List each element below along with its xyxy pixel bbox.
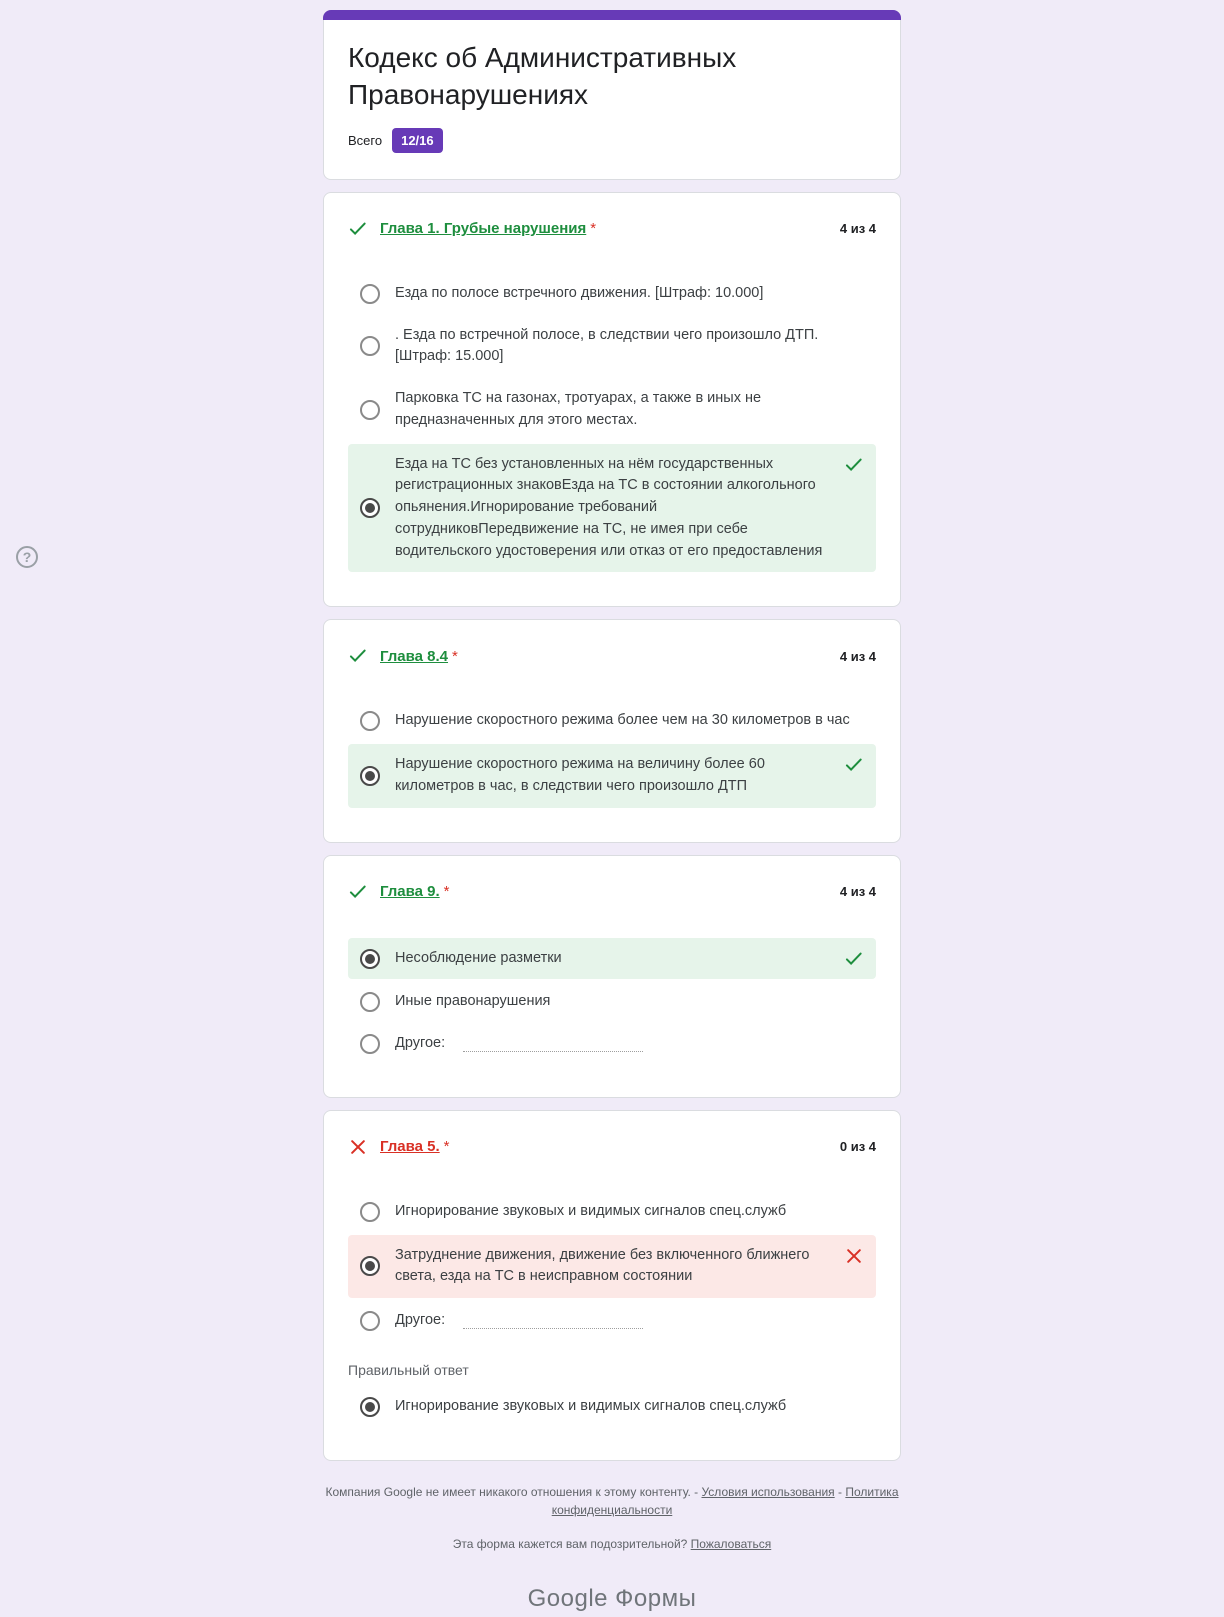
report-abuse-link[interactable]: Пожаловаться — [690, 1536, 772, 1551]
option-label: Езда по полосе встречного движения. [Штраф: 10.000] — [395, 284, 764, 301]
option-label: Игнорирование звуковых и видимых сигналов спец.служб — [395, 1202, 787, 1219]
question-card-2 — [323, 619, 901, 842]
report-row — [323, 1535, 901, 1553]
radio-selected[interactable] — [360, 1256, 380, 1276]
question-title-link[interactable]: Глава 8.4 — [380, 647, 449, 665]
option-label: Несоблюдение разметки — [395, 949, 562, 966]
option-label: Иные правонарушения — [395, 993, 551, 1010]
correct-answer-option — [348, 1388, 876, 1426]
answer-option[interactable] — [348, 702, 876, 740]
radio-unselected[interactable] — [360, 1202, 380, 1222]
other-text-input[interactable] — [463, 1313, 643, 1329]
total-score-label: Всего — [348, 132, 383, 148]
required-asterisk: * — [452, 647, 458, 665]
answer-option[interactable] — [348, 317, 876, 377]
option-label: Парковка ТС на газонах, тротуарах, а также в иных не предназначенных для этого местах. — [395, 390, 762, 428]
question-card-3 — [323, 855, 901, 1098]
privacy-policy-link[interactable]: Политика конфиденциальности — [551, 1484, 899, 1517]
question-card-1 — [323, 192, 901, 608]
help-icon[interactable]: ? — [16, 546, 38, 568]
wrong-x-icon — [844, 1246, 864, 1266]
option-label: Затруднение движения, движение без включенного ближнего света, езда на ТС в неисправном состоянии — [395, 1246, 810, 1285]
answer-option-selected-correct[interactable] — [348, 938, 876, 980]
required-asterisk: * — [443, 883, 450, 901]
separator: - — [834, 1484, 846, 1499]
radio-selected[interactable] — [360, 498, 380, 518]
radio-selected[interactable] — [360, 949, 380, 969]
required-asterisk: * — [590, 220, 597, 238]
theme-accent-bar — [323, 10, 901, 20]
option-label: Другое: — [395, 1312, 446, 1329]
correct-check-icon — [844, 455, 864, 475]
total-score-badge: 12/16 — [392, 128, 443, 153]
radio-unselected[interactable] — [360, 992, 380, 1012]
forms-product-text: Формы — [608, 1584, 697, 1612]
answer-option-selected-wrong[interactable] — [348, 1235, 876, 1299]
question-title-link[interactable]: Глава 1. Грубые нарушения — [380, 220, 587, 238]
required-asterisk: * — [443, 1138, 450, 1156]
correct-check-icon — [844, 949, 864, 969]
correct-answer-section-label: Правильный ответ — [348, 1361, 469, 1378]
page-footer — [323, 1483, 901, 1617]
option-label: . Езда по встречной полосе, в следствии чего произошло ДТП. [Штраф: 15.000] — [395, 326, 819, 365]
wrong-x-icon — [348, 1137, 368, 1157]
question-score: 0 из 4 — [839, 1139, 876, 1155]
radio-unselected[interactable] — [360, 1034, 380, 1054]
answer-option[interactable] — [348, 1193, 876, 1231]
option-label: Другое: — [395, 1035, 446, 1052]
question-score: 4 из 4 — [839, 221, 876, 237]
option-label: Езда на ТС без установленных на нём государственных регистрационных знаковЕзда на ТС в состоянии алкогольного опьянения.Игнорирование требований сотрудниковПередвижение на ТС, не имея при себе водительского удостоверения или отказ от его предоставления — [395, 455, 823, 559]
google-disclaimer — [323, 1483, 901, 1519]
question-title-link[interactable]: Глава 9. — [380, 883, 440, 901]
answer-option[interactable] — [348, 380, 876, 440]
google-logo-text: Google — [527, 1584, 609, 1612]
correct-check-icon — [348, 882, 368, 902]
correct-check-icon — [348, 646, 368, 666]
google-forms-logo — [323, 1581, 901, 1617]
answer-option-selected-correct[interactable] — [348, 744, 876, 808]
radio-unselected[interactable] — [360, 336, 380, 356]
question-card-4 — [323, 1110, 901, 1461]
radio-unselected[interactable] — [360, 400, 380, 420]
question-score: 4 из 4 — [839, 884, 876, 900]
disclaimer-text: Компания Google не имеет никакого отношения к этому контенту. - — [325, 1484, 702, 1499]
option-label: Нарушение скоростного режима более чем на 30 километров в час — [395, 712, 850, 729]
radio-unselected[interactable] — [360, 284, 380, 304]
option-label: Игнорирование звуковых и видимых сигналов спец.служб — [395, 1397, 787, 1414]
answer-option[interactable] — [348, 983, 876, 1021]
correct-check-icon — [844, 755, 864, 775]
report-question-text: Эта форма кажется вам подозрительной? — [452, 1536, 691, 1551]
answer-option-selected-correct[interactable] — [348, 444, 876, 573]
question-score: 4 из 4 — [839, 648, 876, 664]
answer-option-other[interactable] — [348, 1025, 876, 1063]
other-text-input[interactable] — [463, 1036, 643, 1052]
form-header-card — [323, 10, 901, 180]
answer-option[interactable] — [348, 275, 876, 313]
radio-unselected[interactable] — [360, 711, 380, 731]
option-label: Нарушение скоростного режима на величину более 60 километров в час, в следствии чего произошло ДТП — [395, 756, 765, 794]
form-title: Кодекс об Административных Правонарушениях — [348, 42, 737, 110]
answer-option-other[interactable] — [348, 1302, 876, 1340]
radio-unselected[interactable] — [360, 1311, 380, 1331]
correct-check-icon — [348, 219, 368, 239]
radio-selected[interactable] — [360, 766, 380, 786]
question-title-link[interactable]: Глава 5. — [380, 1138, 440, 1156]
form-results-page — [323, 0, 901, 1617]
terms-of-service-link[interactable]: Условия использования — [701, 1484, 835, 1499]
